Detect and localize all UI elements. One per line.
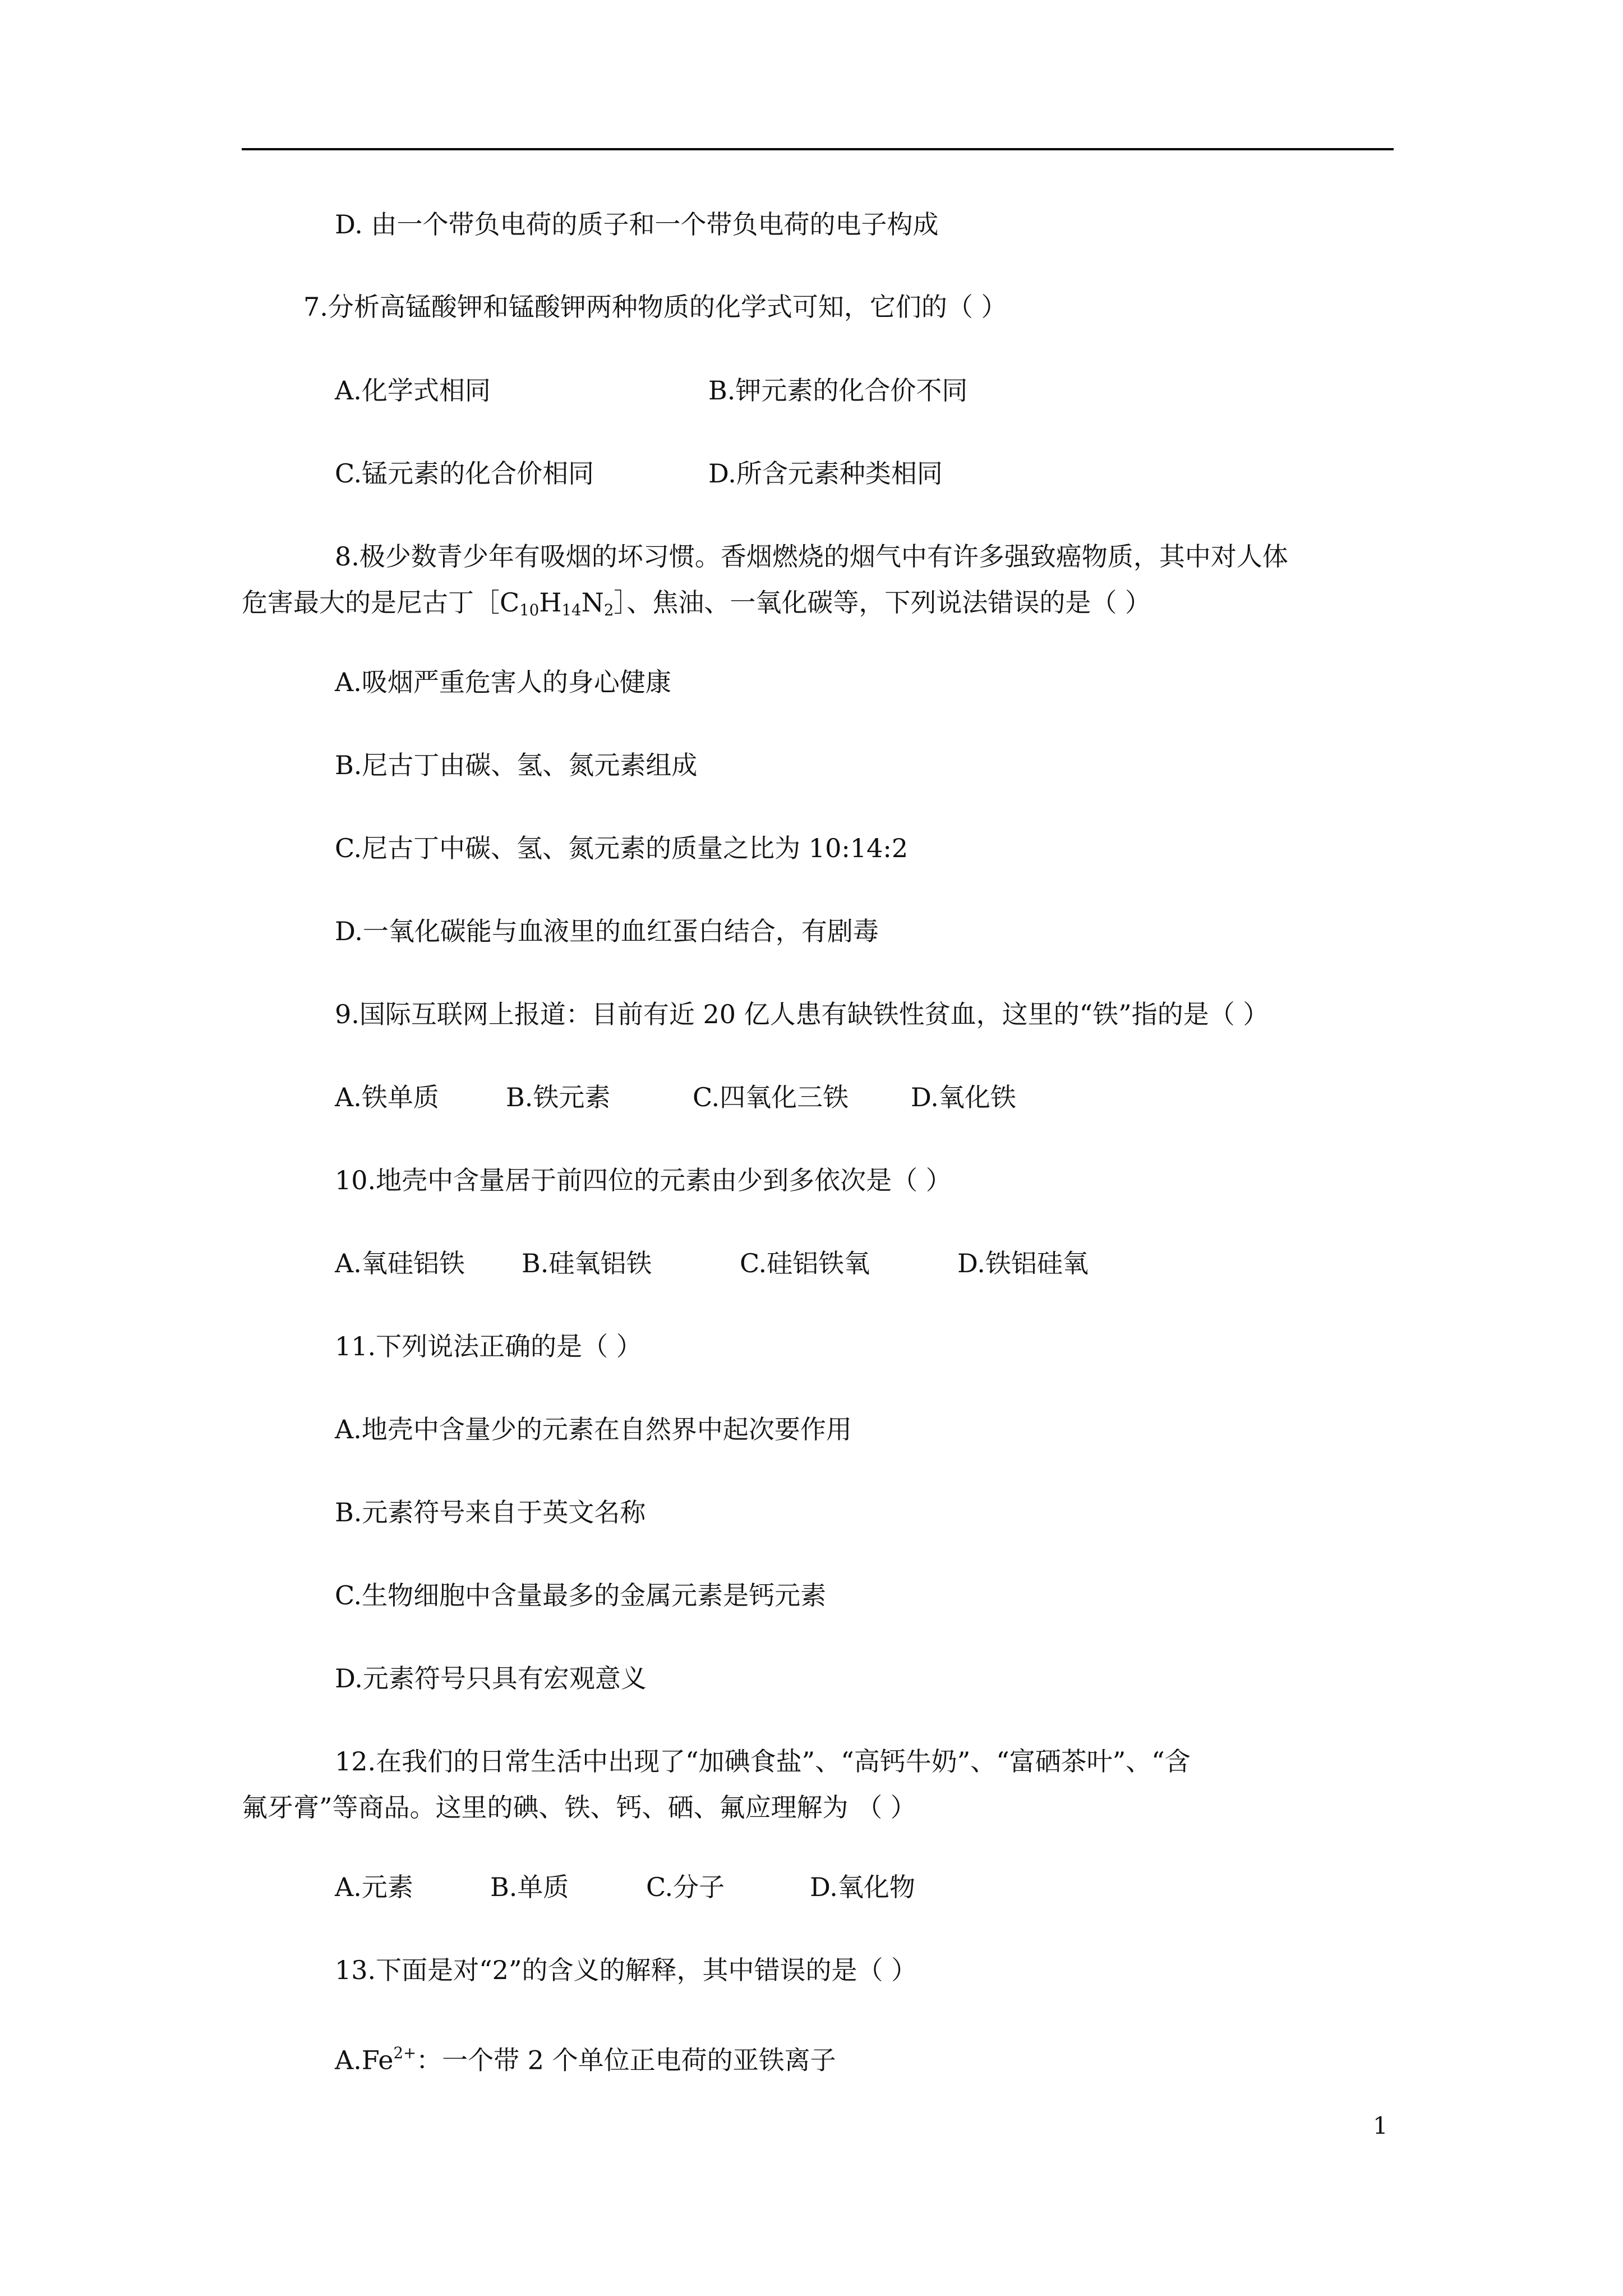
q13-option-a-text: ：一个带 2 个单位正电荷的亚铁离子 xyxy=(416,2045,836,2076)
page-number: 1 xyxy=(1373,2112,1388,2139)
q10-option-c: C.硅铝铁氧 xyxy=(740,1248,870,1278)
q7-option-d: D.所含元素种类相同 xyxy=(708,458,943,489)
q8-stem-line-2 xyxy=(242,586,1151,627)
q11-option-a: A.地壳中含量少的元素在自然界中起次要作用 xyxy=(335,1414,852,1444)
nicotine-subscript-h: 14 xyxy=(561,600,582,619)
nicotine-subscript-c: 10 xyxy=(519,600,540,619)
header-rule xyxy=(242,148,1394,150)
q8-option-a: A.吸烟严重危害人的身心健康 xyxy=(335,667,671,697)
nicotine-element-h: H xyxy=(539,587,562,618)
q12-stem-line-2: 氟牙膏”等商品。这里的碘、铁、钙、硒、氟应理解为 （ ） xyxy=(242,1792,916,1823)
q11-option-b: B.元素符号来自于英文名称 xyxy=(335,1497,646,1527)
q13-option-a-prefix: A.Fe xyxy=(335,2045,394,2076)
q9-option-c: C.四氧化三铁 xyxy=(693,1082,849,1112)
q9-stem: 9.国际互联网上报道：目前有近 20 亿人患有缺铁性贫血，这里的“铁”指的是（ ） xyxy=(335,999,1269,1029)
q6-option-d: D. 由一个带负电荷的质子和一个带负电荷的电子构成 xyxy=(335,209,939,240)
q7-stem: 7.分析高锰酸钾和锰酸钾两种物质的化学式可知，它们的（ ） xyxy=(303,292,1007,322)
q7-option-a: A.化学式相同 xyxy=(335,375,491,406)
q8-option-c: C.尼古丁中碳、氢、氮元素的质量之比为 10:14:2 xyxy=(335,833,909,863)
q13-stem: 13.下面是对“2”的含义的解释，其中错误的是（ ） xyxy=(335,1955,917,1985)
q7-option-c: C.锰元素的化合价相同 xyxy=(335,458,594,489)
q10-option-b: B.硅氧铝铁 xyxy=(522,1248,652,1278)
q7-option-b: B.钾元素的化合价不同 xyxy=(708,375,968,406)
q8-stem-line-1: 8.极少数青少年有吸烟的坏习惯。香烟燃烧的烟气中有许多强致癌物质，其中对人体 xyxy=(335,541,1288,572)
q12-option-a: A.元素 xyxy=(335,1872,413,1902)
q10-option-d: D.铁铝硅氧 xyxy=(957,1248,1089,1278)
q8-stem-prefix: 危害最大的是尼古丁［C xyxy=(242,587,520,618)
q11-option-c: C.生物细胞中含量最多的金属元素是钙元素 xyxy=(335,1580,827,1611)
q9-option-d: D.氧化铁 xyxy=(911,1082,1016,1112)
q8-option-d: D.一氧化碳能与血液里的血红蛋白结合，有剧毒 xyxy=(335,916,879,946)
q11-stem: 11.下列说法正确的是（ ） xyxy=(335,1331,642,1361)
q12-option-b: B.单质 xyxy=(490,1872,569,1902)
nicotine-subscript-n: 2 xyxy=(603,600,614,619)
q12-option-d: D.氧化物 xyxy=(810,1872,915,1902)
q9-option-a: A.铁单质 xyxy=(335,1082,439,1112)
q10-stem: 10.地壳中含量居于前四位的元素由少到多依次是（ ） xyxy=(335,1165,952,1195)
q13-option-a xyxy=(335,2037,836,2076)
q9-option-b: B.铁元素 xyxy=(506,1082,611,1112)
ferrous-charge-superscript: 2+ xyxy=(393,2044,417,2062)
q10-option-a: A.氧硅铝铁 xyxy=(335,1248,465,1278)
q8-stem-suffix: ］、焦油、一氧化碳等，下列说法错误的是（ ） xyxy=(614,587,1151,618)
q12-option-c: C.分子 xyxy=(646,1872,725,1902)
nicotine-element-n: N xyxy=(581,587,604,618)
q12-stem-line-1: 12.在我们的日常生活中出现了“加碘食盐”、“高钙牛奶”、“富硒茶叶”、“含 xyxy=(335,1746,1191,1777)
q11-option-d: D.元素符号只具有宏观意义 xyxy=(335,1663,647,1694)
q8-option-b: B.尼古丁由碳、氢、氮元素组成 xyxy=(335,750,698,780)
